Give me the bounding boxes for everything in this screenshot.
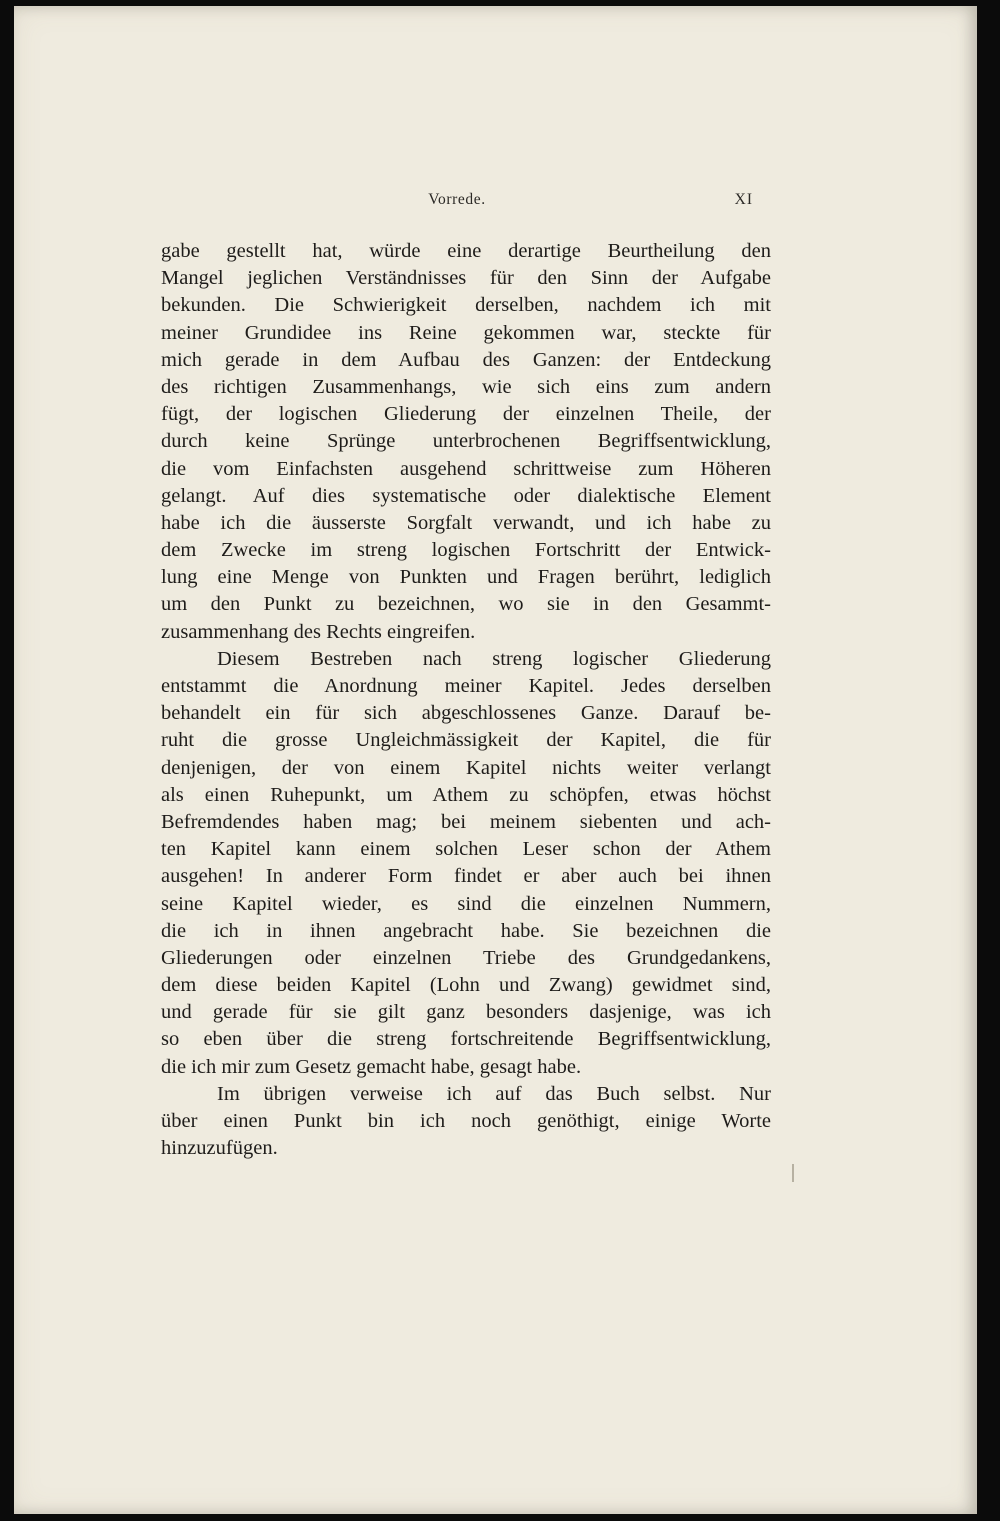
text-line: und gerade für sie gilt ganz besonders dasjenige, was ich: [161, 1001, 771, 1024]
text-line: die ich mir zum Gesetz gemacht habe, gesagt habe.: [161, 1055, 582, 1078]
running-head-title: Vorrede.: [428, 191, 486, 208]
text-line: lung eine Menge von Punkten und Fragen berührt, lediglich: [161, 566, 771, 589]
text-line: behandelt ein für sich abgeschlossenes Ganze. Darauf be-: [161, 702, 771, 725]
text-line: die vom Einfachsten ausgehend schrittweise zum Höheren: [161, 457, 771, 480]
text-line: habe ich die äusserste Sorgfalt verwandt, und ich habe zu: [161, 511, 771, 534]
text-line: dem diese beiden Kapitel (Lohn und Zwang) gewidmet sind,: [161, 974, 771, 997]
text-line: denjenigen, der von einem Kapitel nichts weiter verlangt: [161, 756, 771, 779]
text-line: seine Kapitel wieder, es sind die einzelnen Nummern,: [161, 892, 771, 915]
text-line: um den Punkt zu bezeichnen, wo sie in den Gesammt-: [161, 593, 771, 616]
text-line: Befremdendes haben mag; bei meinem siebenten und ach-: [161, 810, 771, 833]
page-number: XI: [734, 191, 753, 208]
text-line: des richtigen Zusammenhangs, wie sich eins zum andern: [161, 375, 771, 398]
text-line: über einen Punkt bin ich noch genöthigt, einige Worte: [161, 1110, 771, 1132]
text-line: dem Zwecke im streng logischen Fortschritt der Entwick-: [161, 539, 771, 562]
text-line: Diesem Bestreben nach streng logischer Gliederung: [217, 647, 771, 670]
text-line: mich gerade in dem Aufbau des Ganzen: der Entdeckung: [161, 348, 771, 371]
text-line: Im übrigen verweise ich auf das Buch selbst. Nur: [217, 1082, 771, 1105]
print-edge-mark: [792, 1164, 794, 1182]
running-head: [161, 191, 753, 215]
text-line: ausgehen! In anderer Form findet er aber auch bei ihnen: [161, 865, 771, 888]
text-line: ruht die grosse Ungleichmässigkeit der Kapitel, die für: [161, 729, 771, 752]
text-line: als einen Ruhepunkt, um Athem zu schöpfen, etwas höchst: [161, 783, 771, 806]
text-line: entstammt die Anordnung meiner Kapitel. Jedes derselben: [161, 675, 771, 697]
text-line: Mangel jeglichen Verständnisses für den Sinn der Aufgabe: [161, 267, 771, 290]
body-text: [161, 238, 771, 1162]
text-line: Gliederungen oder einzelnen Triebe des Grundgedankens,: [161, 946, 771, 969]
text-line: die ich in ihnen angebracht habe. Sie bezeichnen die: [161, 919, 771, 942]
text-line: gabe gestellt hat, würde eine derartige Beurtheilung den: [161, 240, 771, 262]
text-line: durch keine Sprünge unterbrochenen Begriffsentwicklung,: [161, 430, 771, 453]
book-page: [14, 6, 977, 1514]
text-line: gelangt. Auf dies systematische oder dialektische Element: [161, 484, 771, 507]
text-line: ten Kapitel kann einem solchen Leser schon der Athem: [161, 838, 771, 861]
text-line: fügt, der logischen Gliederung der einzelnen Theile, der: [161, 403, 771, 426]
text-line: bekunden. Die Schwierigkeit derselben, nachdem ich mit: [161, 294, 771, 317]
text-line: meiner Grundidee ins Reine gekommen war, steckte für: [161, 321, 771, 344]
text-line: so eben über die streng fortschreitende Begriffsentwicklung,: [161, 1028, 771, 1051]
text-line: hinzuzufügen.: [161, 1137, 278, 1160]
text-line: zusammenhang des Rechts eingreifen.: [161, 620, 476, 643]
